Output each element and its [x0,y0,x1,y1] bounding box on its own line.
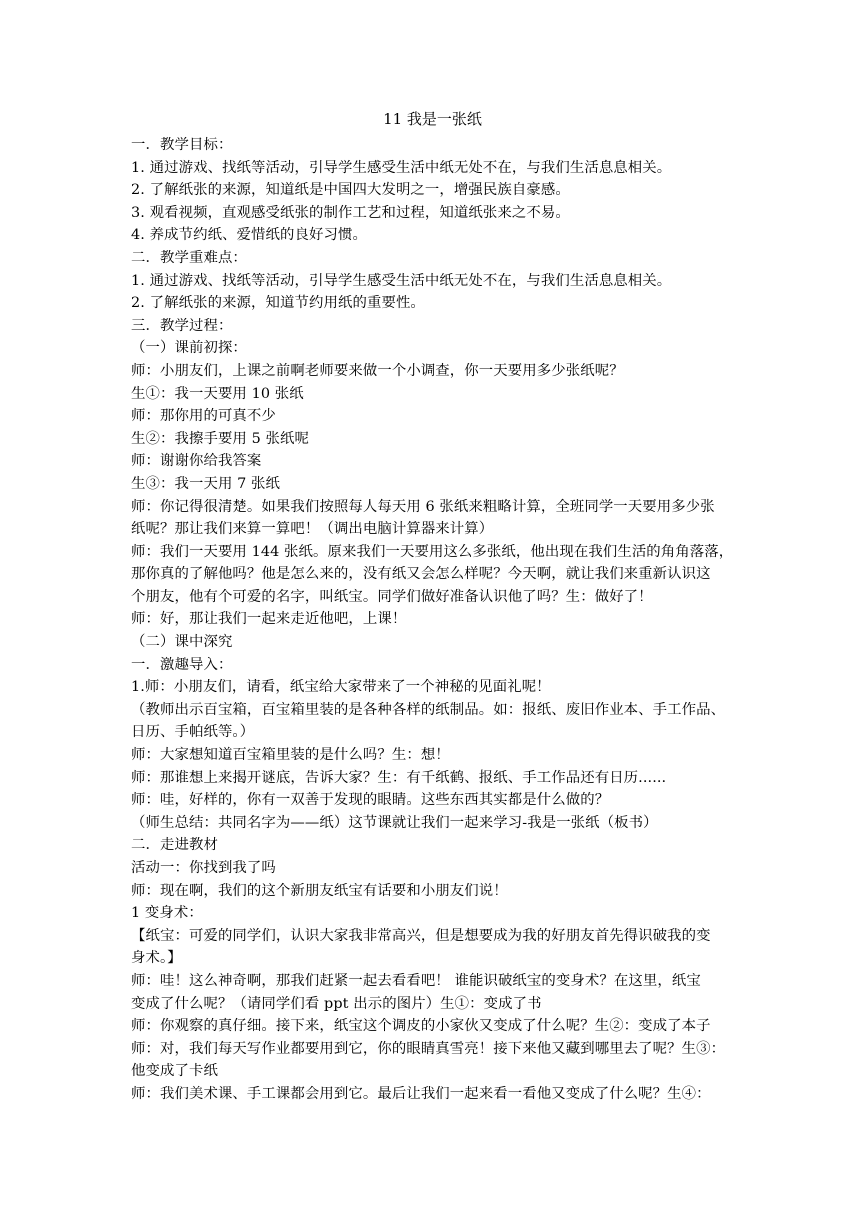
text-line: 三．教学过程： [131,317,233,334]
text-line: 1. 通过游戏、找纸等活动，引导学生感受生活中纸无处不在，与我们生活息息相关。 [131,159,672,176]
text-line: 2. 了解纸张的来源，知道节约用纸的重要性。 [131,295,425,312]
text-line: 师：谢谢你给我答案 [131,453,262,470]
text-line: 师：好，那让我们一起来走近他吧，上课！ [131,611,407,628]
text-line: 师：那谁想上来揭开谜底，告诉大家？生：有千纸鹤、报纸、手工作品还有日历...... [131,769,667,786]
text-line: 1 变身术： [131,905,203,922]
text-line: 个朋友，他有个可爱的名字，叫纸宝。同学们做好准备认识他了吗？生：做好了！ [131,588,653,605]
text-line: （二）课中深究 [131,634,233,651]
text-line: 3. 观看视频，直观感受纸张的制作工艺和过程，知道纸张来之不易。 [131,204,570,221]
text-line: 那你真的了解他吗？他是怎么来的，没有纸又会怎么样呢？今天啊，就让我们来重新认识这 [131,566,711,583]
text-line: 4. 养成节约纸、爱惜纸的良好习惯。 [131,227,367,244]
text-line: 生①：我一天要用 10 张纸 [131,385,304,402]
text-line: 师：我们一天要用 144 张纸。原来我们一天要用这么多张纸，他出现在我们生活的角角落落， [131,543,734,560]
text-line: 生②：我擦手要用 5 张纸呢 [131,430,310,447]
text-line: 师：小朋友们，上课之前啊老师要来做一个小调查，你一天要用多少张纸呢？ [131,362,624,379]
text-line: 师：那你用的可真不少 [131,408,276,425]
text-line: 师：哇！这么神奇啊，那我们赶紧一起去看看吧！ 谁能识破纸宝的变身术？在这里，纸宝 [131,972,701,989]
text-line: 师：你观察的真仔细。接下来，纸宝这个调皮的小家伙又变成了什么呢？生②：变成了本子 [131,1018,711,1035]
document-title: 11 我是一张纸 [383,110,482,128]
text-line: 师：对，我们每天写作业都要用到它，你的眼睛真雪亮！接下来他又藏到哪里去了呢？生③： [131,1040,726,1057]
text-line: （一）课前初探： [131,340,247,357]
document-body [131,134,734,1106]
text-line: 师：大家想知道百宝箱里装的是什么吗？生：想！ [131,747,450,764]
text-line: 活动一：你找到我了吗 [131,860,276,876]
text-line: （教师出示百宝箱，百宝箱里装的是各种各样的纸制品。如：报纸、废旧作业本、手工作品、 [131,701,726,718]
text-line: 师：现在啊，我们的这个新朋友纸宝有话要和小朋友们说！ [131,882,508,899]
text-line: 师：你记得很清楚。如果我们按照每人每天用 6 张纸来粗略计算，全班同学一天要用多少张 [131,498,715,515]
text-line: 纸呢？那让我们来算一算吧！（调出电脑计算器来计算） [131,521,494,538]
text-line: 二．走进教材 [131,837,218,854]
text-line: 师：哇，好样的，你有一双善于发现的眼睛。这些东西其实都是什么做的？ [131,792,610,809]
text-line: 一．教学目标： [131,137,233,153]
text-line: 2. 了解纸张的来源，知道纸是中国四大发明之一，增强民族自豪感。 [131,182,570,199]
text-line: 师：我们美术课、手工课都会用到它。最后让我们一起来看一看他又变成了什么呢？生④： [131,1085,711,1102]
text-line: （师生总结：共同名字为——纸）这节课就让我们一起来学习-我是一张纸（板书） [131,814,658,831]
text-line: 1.师：小朋友们，请看，纸宝给大家带来了一个神秘的见面礼呢！ [131,679,551,696]
text-line: 【纸宝：可爱的同学们，认识大家我非常高兴，但是想要成为我的好朋友首先得识破我的变 [131,927,711,944]
text-line: 日历、手帕纸等。） [131,724,255,741]
text-line: 一．激趣导入： [131,656,233,673]
text-line: 身术。】 [131,950,182,967]
text-line: 二．教学重难点： [131,249,247,266]
text-line: 变成了什么呢？（请同学们看 ppt 出示的图片）生①：变成了书 [131,995,542,1012]
text-line: 1. 通过游戏、找纸等活动，引导学生感受生活中纸无处不在，与我们生活息息相关。 [131,272,672,289]
text-line: 生③：我一天用 7 张纸 [131,475,281,492]
text-line: 他变成了卡纸 [131,1063,218,1080]
